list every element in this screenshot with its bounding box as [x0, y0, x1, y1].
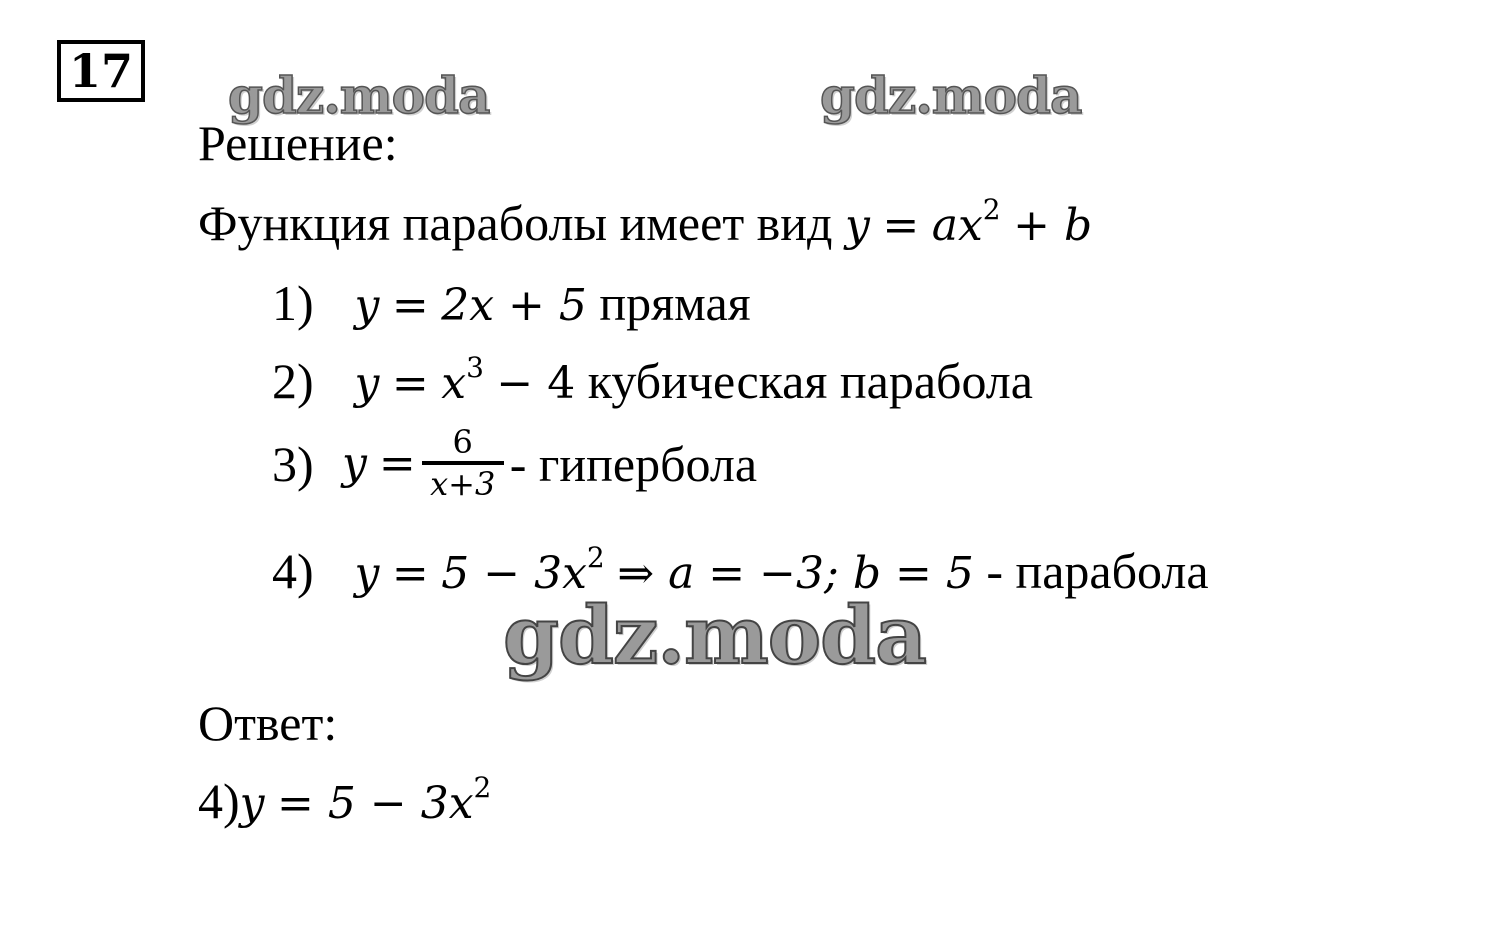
intro-line — [198, 193, 1093, 251]
task-number-box — [57, 40, 145, 102]
item-lhs: y — [354, 548, 380, 599]
item-eq: = — [378, 437, 416, 489]
fraction — [422, 424, 504, 503]
item-lhs: y — [354, 280, 380, 331]
task-number: 17 — [68, 44, 133, 98]
item-description: прямая — [599, 275, 751, 331]
answer-line — [198, 771, 492, 829]
item-1 — [272, 275, 751, 331]
item-number: 2) — [272, 353, 314, 409]
item-expression: 2x + 5 — [441, 280, 587, 331]
answer-expression: = 5 − 3x — [277, 778, 474, 829]
item-eq: = — [391, 280, 429, 331]
answer-exponent: 2 — [473, 771, 492, 804]
item-exponent: 3 — [466, 351, 484, 384]
watermark-logo: gdz.moda — [820, 66, 1082, 125]
intro-eq: = — [882, 200, 920, 251]
item-exponent: 2 — [586, 541, 605, 574]
item-expression-rest: − 4 — [496, 358, 576, 409]
answer-heading: Ответ: — [198, 695, 338, 751]
item-3 — [272, 424, 757, 503]
item-number: 1) — [272, 275, 314, 331]
item-description: - парабола — [986, 543, 1209, 599]
fraction-numerator: 6 — [452, 423, 473, 461]
item-2 — [272, 351, 1033, 409]
item-description: - гипербола — [509, 435, 758, 492]
item-description: кубическая парабола — [587, 353, 1033, 409]
intro-text: Функция параболы имеет вид — [198, 195, 833, 251]
watermark-logo: gdz.moda — [228, 66, 490, 125]
intro-exponent: 2 — [982, 193, 1001, 226]
item-expression-base: 5 − 3x — [441, 548, 587, 599]
item-eq: = — [391, 548, 429, 599]
intro-plus-b: + b — [1013, 200, 1093, 251]
item-lhs: y — [354, 358, 380, 409]
intro-ax: ax — [931, 200, 983, 251]
intro-y: y — [844, 200, 870, 251]
fraction-denominator: x+3 — [430, 464, 496, 503]
item-number: 4) — [272, 543, 314, 599]
answer-number: 4) — [198, 773, 240, 829]
solution-heading: Решение: — [198, 115, 398, 171]
item-number: 3) — [272, 435, 314, 492]
watermark-logo: gdz.moda — [503, 588, 926, 682]
answer-lhs: y — [239, 778, 265, 829]
item-expression-base: x — [441, 358, 467, 409]
item-eq: = — [391, 358, 429, 409]
item-expression-rest: ⇒ a = −3; b = 5 — [617, 548, 974, 599]
item-lhs: y — [342, 437, 367, 489]
